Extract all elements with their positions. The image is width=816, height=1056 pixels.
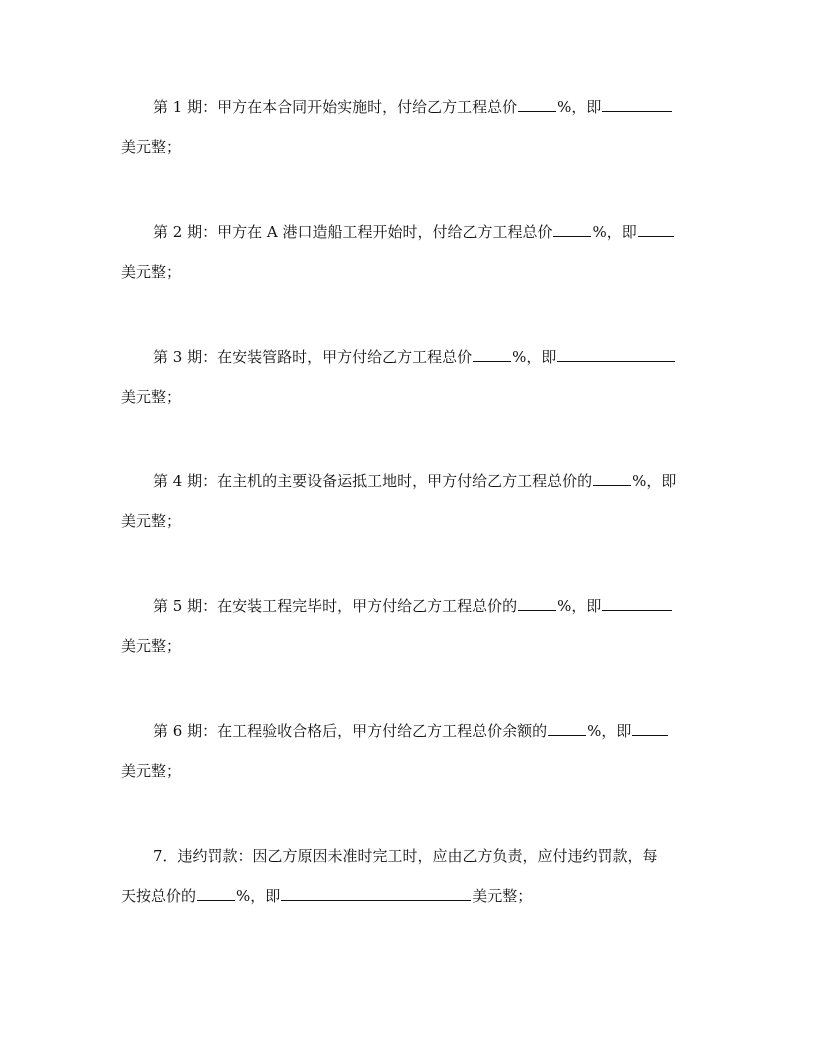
percent-suffix: %，即	[557, 597, 602, 615]
percent-suffix: %，即	[512, 348, 557, 366]
amount-blank[interactable]	[602, 595, 672, 611]
amount-blank[interactable]	[638, 221, 674, 237]
amount-unit: 美元整；	[121, 762, 182, 780]
amount-unit: 美元整；	[121, 138, 182, 156]
installment-text: 在主机的主要设备运抵工地时，甲方付给乙方工程总价的	[217, 472, 593, 490]
percent-suffix: %，即	[557, 98, 602, 116]
percent-blank[interactable]	[518, 96, 556, 112]
percent-suffix: %，即	[236, 887, 281, 905]
percent-blank[interactable]	[473, 346, 511, 362]
installment-text: 甲方在 A 港口造船工程开始时，付给乙方工程总价	[217, 223, 553, 241]
installment-label: 第 3 期：	[153, 348, 218, 366]
installment-text: 甲方在本合同开始实施时，付给乙方工程总价	[217, 98, 518, 116]
installment-label: 第 5 期：	[153, 597, 218, 615]
amount-blank[interactable]	[632, 720, 668, 736]
percent-suffix: %，即	[587, 722, 632, 740]
installment-text: 在安装工程完毕时，甲方付给乙方工程总价的	[217, 597, 518, 615]
amount-unit: 美元整；	[121, 263, 182, 281]
amount-unit: 美元整；	[121, 388, 182, 406]
percent-suffix: %，即	[592, 223, 637, 241]
percent-blank[interactable]	[548, 720, 586, 736]
installment-label: 第 2 期：	[153, 223, 218, 241]
amount-blank[interactable]	[602, 96, 672, 112]
percent-suffix: %，即	[632, 472, 677, 490]
clause-number: 7．	[153, 847, 178, 865]
installment-text: 在工程验收合格后，甲方付给乙方工程总价余额的	[217, 722, 548, 740]
amount-blank[interactable]	[281, 885, 471, 901]
amount-unit: 美元整；	[121, 637, 182, 655]
installment-text: 在安装管路时，甲方付给乙方工程总价	[217, 348, 473, 366]
percent-blank[interactable]	[518, 595, 556, 611]
percent-blank[interactable]	[197, 885, 235, 901]
percent-blank[interactable]	[553, 221, 591, 237]
amount-blank[interactable]	[557, 346, 675, 362]
installment-label: 第 4 期：	[153, 472, 218, 490]
clause-text-continued: 天按总价的	[121, 887, 197, 905]
percent-blank[interactable]	[593, 470, 631, 486]
installment-label: 第 1 期：	[153, 98, 218, 116]
installment-label: 第 6 期：	[153, 722, 218, 740]
amount-unit: 美元整；	[121, 512, 182, 530]
clause-text: 违约罚款：因乙方原因未准时完工时，应由乙方负责，应付违约罚款，每	[177, 847, 658, 865]
amount-unit: 美元整；	[472, 887, 533, 905]
